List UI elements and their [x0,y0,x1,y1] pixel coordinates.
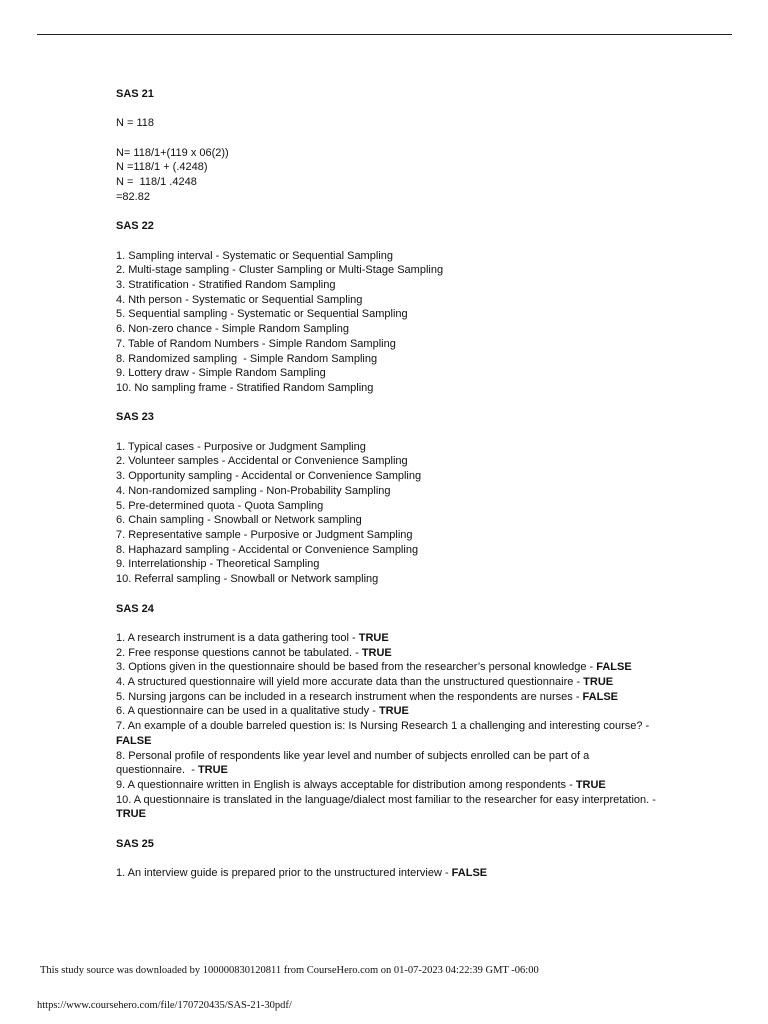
question-text: 3. Options given in the questionnaire should be based from the researcher’s personal knowledge - [116,661,597,674]
list-item: 6. Chain sampling - Snowball or Network sampling [116,514,362,527]
question-item [116,719,656,748]
question-text: 2. Free response questions cannot be tabulated. - [116,646,362,659]
answer-label: FALSE [451,867,488,880]
list-item: 8. Haphazard sampling - Accidental or Convenience Sampling [116,543,419,556]
section-title-sas21: SAS 21 [116,88,154,100]
question-item [116,646,656,661]
list-item: 2. Volunteer samples - Accidental or Convenience Sampling [116,455,408,468]
question-text: 9. A questionnaire written in English is always acceptable for distribution among respondents - [116,778,576,791]
list-item: 9. Interrelationship - Theoretical Sampling [116,558,320,571]
question-text: 5. Nursing jargons can be included in a research instrument when the respondents are nurses - [116,690,583,703]
question-text: 8. Personal profile of respondents like year level and number of subjects enrolled can be part of a questionnaire. - [116,749,593,777]
list-item: 5. Pre-determined quota - Quota Sampling [116,499,324,512]
list-item: 5. Sequential sampling - Systematic or Sequential Sampling [116,308,408,321]
answer-label: FALSE [596,661,632,674]
list-item: 2. Multi-stage sampling - Cluster Sampling or Multi-Stage Sampling [116,264,444,277]
question-item [116,660,656,675]
question-item [116,778,656,793]
question-item [116,704,656,719]
list-item: 4. Nth person - Systematic or Sequential Sampling [116,293,363,306]
top-rule [37,34,732,35]
question-item [116,749,656,778]
answer-label: TRUE [361,646,392,659]
sas21-calc-line: N = 118/1 .4248 [116,176,197,189]
document-body [116,87,659,881]
question-text: 1. An interview guide is prepared prior to the unstructured interview - [116,867,452,880]
sas21-calc-line: N =118/1 + (.4248) [116,161,208,174]
list-item: 7. Table of Random Numbers - Simple Random Sampling [116,337,396,350]
question-item [116,675,656,690]
list-item: 6. Non-zero chance - Simple Random Sampling [116,323,349,336]
question-item [116,690,656,705]
sas21-calc-line: =82.82 [116,190,150,203]
question-item [116,631,656,646]
list-item: 3. Opportunity sampling - Accidental or Convenience Sampling [116,470,422,483]
question-text: 7. An example of a double barreled question is: Is Nursing Research 1 a challenging and interesting course? - [116,720,653,733]
section-title-sas23: SAS 23 [116,411,154,424]
download-notice: This study source was downloaded by 100000830120811 from CourseHero.com on 01-07-2023 04:22:39 GMT -06:00 [40,965,539,976]
section-title-sas22: SAS 22 [116,220,154,233]
list-item: 10. Referral sampling - Snowball or Network sampling [116,573,379,586]
source-url[interactable]: https://www.coursehero.com/file/170720435/SAS-21-30pdf/ [37,1000,292,1011]
question-text: 1. A research instrument is a data gathering tool - [116,631,359,644]
answer-label: TRUE [378,705,409,718]
list-item: 1. Sampling interval - Systematic or Sequential Sampling [116,249,393,262]
answer-label: TRUE [116,808,146,821]
question-item [116,866,656,881]
section-title-sas25: SAS 25 [116,837,154,850]
answer-label: TRUE [197,764,228,777]
question-text: 6. A questionnaire can be used in a qualitative study - [116,705,379,718]
section-title-sas24: SAS 24 [116,602,154,615]
list-item: 3. Stratification - Stratified Random Sampling [116,279,336,292]
answer-label: TRUE [575,778,606,791]
list-item: 7. Representative sample - Purposive or Judgment Sampling [116,529,413,541]
list-item: 10. No sampling frame - Stratified Random Sampling [116,382,374,394]
list-item: 1. Typical cases - Purposive or Judgment Sampling [116,440,366,453]
sas21-n-value: N = 118 [116,117,155,130]
answer-label: FALSE [116,734,152,747]
sas21-calc-line: N= 118/1+(119 x 06(2)) [116,146,229,159]
question-item [116,793,659,822]
list-item: 8. Randomized sampling - Simple Random Sampling [116,352,378,365]
answer-label: TRUE [358,631,389,644]
question-text: 10. A questionnaire is translated in the language/dialect most familiar to the researcher for easy interpretation. - [116,793,659,806]
question-text: 4. A structured questionnaire will yield more accurate data than the unstructured questionnaire - [116,676,584,688]
list-item: 4. Non-randomized sampling - Non-Probability Sampling [116,484,391,497]
answer-label: TRUE [583,676,614,688]
answer-label: FALSE [582,690,618,703]
list-item: 9. Lottery draw - Simple Random Sampling [116,367,326,380]
